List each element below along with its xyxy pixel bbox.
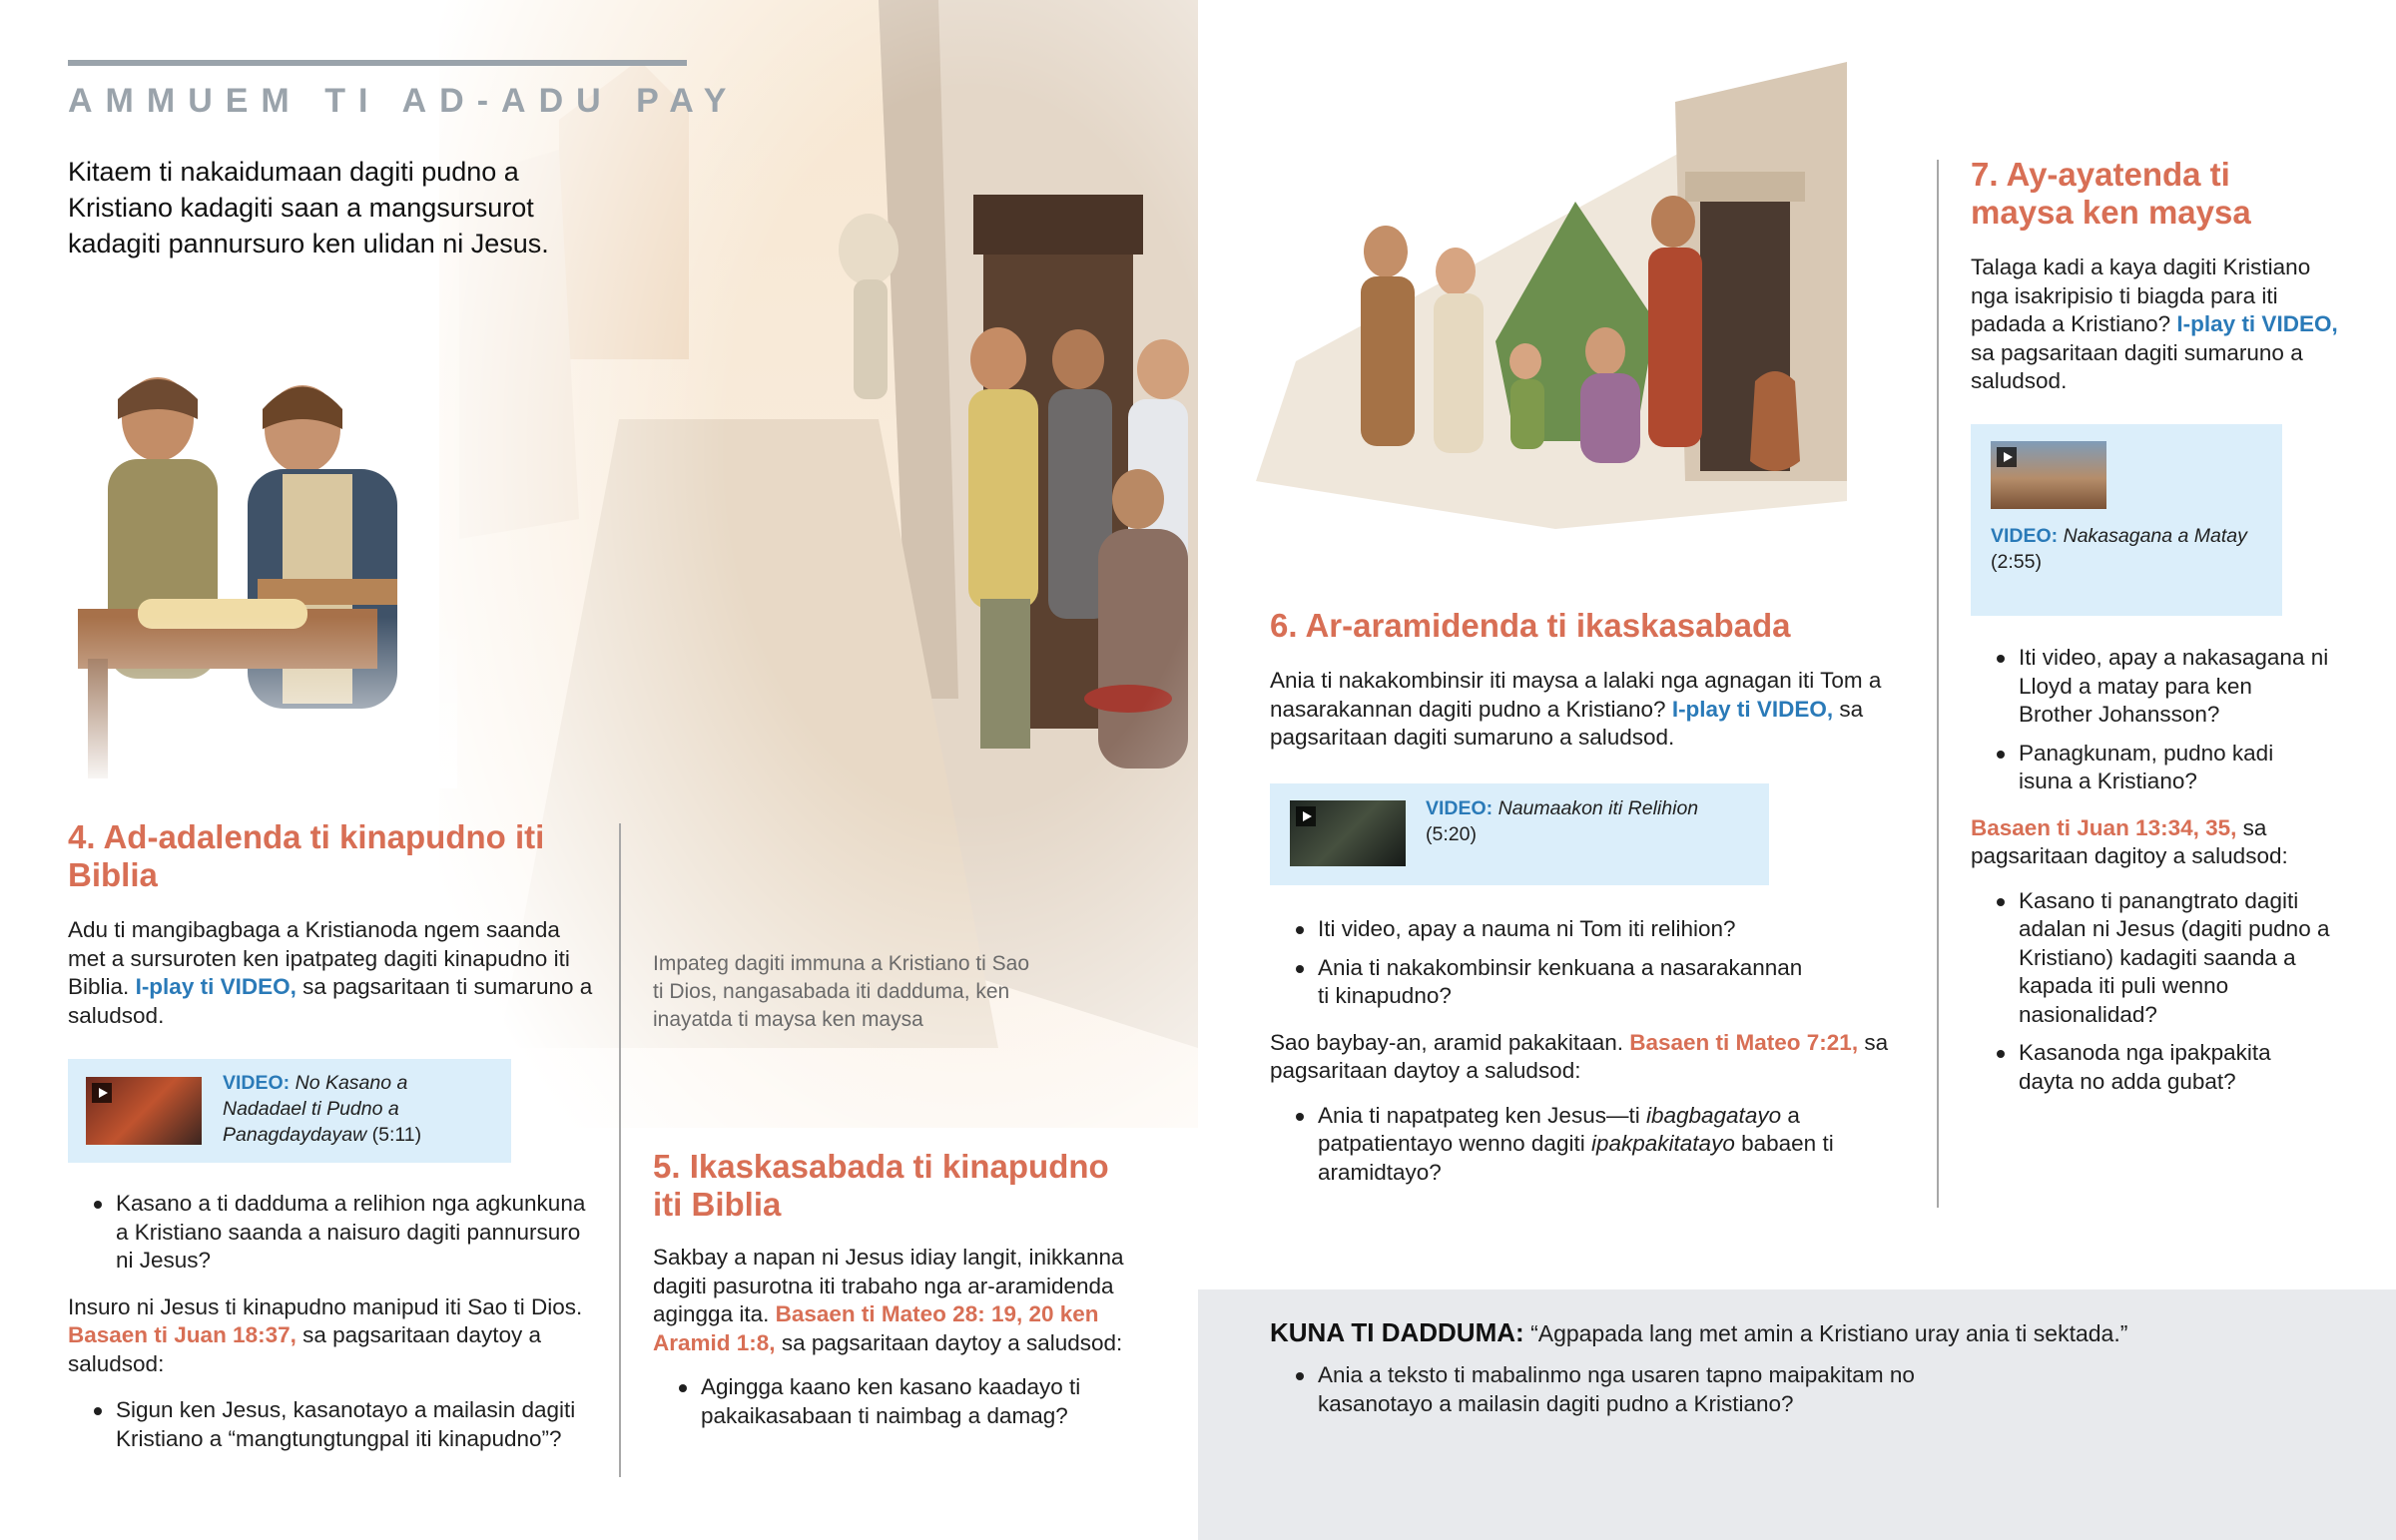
section-6-para-2-text: Sao baybay-an, aramid pakakitaan. [1270, 1029, 1623, 1055]
video-label: VIDEO: [1991, 525, 2059, 547]
video-card-6[interactable] [1270, 783, 1769, 885]
scripture-ref-mateo-7-21[interactable]: Basaen ti Mateo 7:21, [1629, 1029, 1859, 1055]
section-6-para-2 [1270, 1029, 1889, 1086]
video-duration-4: (5:11) [371, 1124, 422, 1146]
section-4-heading: 4. Ad-adalenda ti kinapudno iti Biblia [68, 818, 545, 893]
family-greeting-illustration [1256, 62, 1847, 529]
section-6-para-1-tail: sa pagsaritaan dagiti sumaruno a saludsod. [1270, 696, 1864, 750]
section-4 [68, 818, 597, 1030]
list-item: Ania a teksto ti mabalinmo nga usaren tapno maipakitam no kasanotayo a mailasin dagiti pudno a Kristiano? [1270, 1361, 1989, 1418]
play-icon[interactable] [1997, 447, 2017, 467]
section-7-bullets-1 [1971, 644, 2340, 796]
illustration-caption: Impateg dagiti immuna a Kristiano ti Sao ti Dios, nangasabada iti dadduma, ken inayatda ti maysa ken maysa [653, 952, 1030, 1031]
page-title: AMMUEM TI AD-ADU PAY [68, 82, 740, 120]
section-4-para-2-text: Insuro ni Jesus ti kinapudno manipud iti Sao ti Dios. [68, 1293, 583, 1319]
scripture-ref-juan-18-37[interactable]: Basaen ti Juan 18:37, [68, 1322, 297, 1347]
section-7-bullets-2 [1971, 887, 2340, 1097]
list-item [1270, 1102, 1889, 1188]
section-5-para-text: Sakbay a napan ni Jesus idiay langit, inikkanna dagiti pasurotna iti trabaho nga ar-aramidenda agingga ita. [653, 1245, 1124, 1326]
section-6-para-1 [1270, 667, 1889, 753]
play-video-link-7[interactable]: I-play ti VIDEO, [2176, 311, 2338, 336]
list-item: Sigun ken Jesus, kasanotayo a mailasin dagiti Kristiano a “mangtungtungpal iti kinapudno”? [68, 1396, 597, 1453]
section-6-bullets-2 [1270, 1102, 1889, 1188]
discussion-statement [1270, 1317, 2348, 1348]
section-7-para-2-tail: sa pagsaritaan dagitoy a saludsod: [1971, 814, 2288, 868]
section-5-para-tail: sa pagsaritaan daytoy a saludsod: [781, 1329, 1123, 1355]
section-7-para-2 [1971, 814, 2340, 871]
list-item: Panagkunam, pudno kadi isuna a Kristiano? [1971, 740, 2340, 796]
scroll-study-illustration [68, 359, 457, 788]
section-4-para-2-tail: sa pagsaritaan daytoy a saludsod: [68, 1322, 542, 1376]
intro-text: Kitaem ti nakaidumaan dagiti pudno a Kristiano kadagiti saan a mangsursurot kadagiti pannursuro ken ulidan ni Jesus. [68, 157, 549, 258]
list-item: Kasano ti panangtrato dagiti adalan ni Jesus (dagiti pudno a Kristiano) kadagiti saanda a kapada iti puli wenno nasionalidad? [1971, 887, 2340, 1030]
bullet-emphasis: ipakpakitatayo [1590, 1131, 1735, 1156]
section-6 [1270, 607, 1889, 753]
section-6-para-2-tail: sa pagsaritaan daytoy a saludsod: [1270, 1029, 1889, 1083]
play-video-link-6[interactable]: I-play ti VIDEO, [1671, 696, 1834, 722]
section-5 [653, 1148, 1132, 1440]
section-7-para-1-text: Talaga kadi a kaya dagiti Kristiano nga isakripisio ti biagda para iti padada a Kristiano? [1971, 255, 2311, 336]
discussion-bullets [1270, 1361, 1989, 1428]
video-thumbnail-7[interactable] [1991, 441, 2106, 509]
list-item: Iti video, apay a nauma ni Tom iti relihion? [1270, 915, 1889, 944]
discussion-label: KUNA TI DADDUMA: [1270, 1317, 1524, 1347]
list-item: Agingga kaano ken kasano kaadayo ti pakaikasabaan ti naimbag a damag? [653, 1373, 1132, 1430]
discussion-quote: “Agpapada lang met amin a Kristiano uray ania ti sektada.” [1530, 1320, 2128, 1346]
video-caption-6 [1426, 795, 1755, 847]
play-icon[interactable] [1296, 806, 1316, 826]
bullet-emphasis: ibagbagatayo [1645, 1102, 1782, 1128]
video-thumbnail-6[interactable] [1290, 800, 1406, 866]
section-4-para-1-text: Adu ti mangibagbaga a Kristianoda ngem saanda met a sursuroten ken ipatpateg dagiti kinapudno iti Biblia. [68, 917, 570, 999]
discussion-box [1198, 1289, 2396, 1540]
section-7-para-1 [1971, 254, 2340, 396]
column-divider-1 [619, 823, 621, 1477]
section-4-bullets-1 [68, 1190, 597, 1276]
video-title-4: No Kasano a Nadadael ti Pudno a Panagdaydayaw [223, 1072, 408, 1146]
bullet-text: babaen ti aramidtayo? [1318, 1131, 1834, 1185]
play-icon[interactable] [92, 1083, 112, 1103]
scripture-ref-juan-13-34[interactable]: Basaen ti Juan 13:34, 35, [1971, 814, 2237, 840]
section-4-para-2 [68, 1293, 597, 1379]
section-6-heading: 6. Ar-aramidenda ti ikaskasabada [1270, 607, 1791, 644]
video-duration-6: (5:20) [1426, 823, 1477, 845]
column-divider-2 [1937, 160, 1939, 1208]
video-caption-4 [223, 1070, 492, 1148]
play-video-link-4[interactable]: I-play ti VIDEO, [135, 974, 297, 999]
section-5-bullets [653, 1373, 1132, 1430]
section-6-para-1-text: Ania ti nakakombinsir iti maysa a lalaki nga agnagan iti Tom a nasarakannan dagiti pudno a Kristiano? [1270, 668, 1882, 722]
video-caption-7 [1991, 523, 2270, 575]
section-5-heading: 5. Ikaskasabada ti kinapudno iti Biblia [653, 1148, 1109, 1223]
section-4-para-1 [68, 916, 597, 1030]
section-4-rest [68, 1190, 597, 1463]
video-title-7: Nakasagana a Matay [2063, 525, 2247, 547]
scripture-ref-mateo-28[interactable]: Basaen ti Mateo 28: 19, 20 ken Aramid 1:8, [653, 1301, 1099, 1355]
video-card-7[interactable] [1971, 424, 2282, 616]
list-item: Iti video, apay a nakasagana ni Lloyd a matay para ken Brother Johansson? [1971, 644, 2340, 730]
bullet-text: a patpatientayo wenno dagiti [1318, 1102, 1800, 1156]
video-title-6: Naumaakon iti Relihion [1498, 797, 1699, 819]
section-5-para [653, 1244, 1132, 1357]
list-item: Ania ti nakakombinsir kenkuana a nasarakannan ti kinapudno? [1270, 954, 1889, 1011]
section-4-bullets-2 [68, 1396, 597, 1453]
list-item: Kasano a ti dadduma a relihion nga agkunkuna a Kristiano saanda a naisuro dagiti pannursuro ni Jesus? [68, 1190, 597, 1276]
header-rule [68, 60, 687, 66]
list-item: Kasanoda nga ipakpakita dayta no adda gubat? [1971, 1039, 2340, 1096]
video-duration-7: (2:55) [1991, 551, 2042, 573]
section-4-para-1-tail: sa pagsaritaan ti sumaruno a saludsod. [68, 974, 593, 1028]
section-7-rest [1971, 644, 2340, 1106]
section-7-heading: 7. Ay-ayatenda ti maysa ken maysa [1971, 156, 2251, 231]
video-card-4[interactable] [68, 1059, 511, 1163]
video-thumbnail-4[interactable] [86, 1077, 202, 1145]
section-7-para-1-tail: sa pagsaritaan dagiti sumaruno a saludsod. [1971, 339, 2303, 393]
bullet-text: Ania ti napatpateg ken Jesus—ti [1318, 1102, 1640, 1128]
section-6-rest [1270, 915, 1889, 1197]
video-label: VIDEO: [223, 1072, 291, 1094]
section-7 [1971, 156, 2340, 396]
section-6-bullets-1 [1270, 915, 1889, 1011]
video-label: VIDEO: [1426, 797, 1494, 819]
